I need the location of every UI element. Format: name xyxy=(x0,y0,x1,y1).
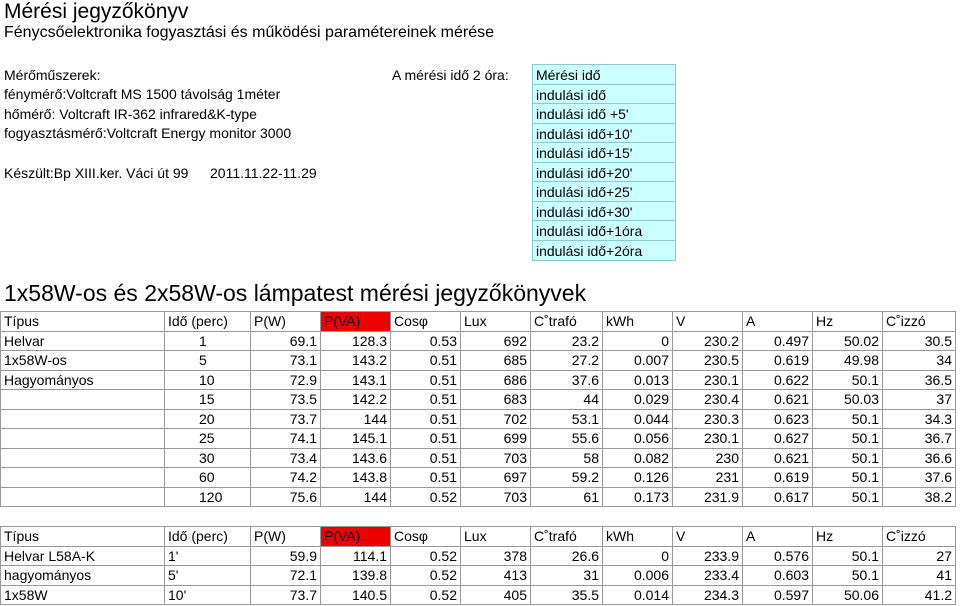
value-cell: 144 xyxy=(321,487,391,507)
value-cell: 0.51 xyxy=(391,409,461,429)
value-cell: 74.1 xyxy=(251,429,321,449)
value-cell: 31 xyxy=(531,566,603,586)
row-label-cell: Helvar L58A-K xyxy=(1,546,165,566)
value-cell: 139.8 xyxy=(321,566,391,586)
value-cell: 72.9 xyxy=(251,370,321,390)
value-cell: 72.1 xyxy=(251,566,321,586)
measurement-time-item: indulási idő xyxy=(533,85,675,105)
value-cell: 59.2 xyxy=(531,468,603,488)
power-meter-info: fogyasztásmérő:Voltcraft Energy monitor 3000 xyxy=(4,125,292,141)
value-cell: 36.7 xyxy=(883,429,956,449)
column-header: V xyxy=(673,527,743,547)
table-header-row xyxy=(1,527,956,547)
value-cell: 0.52 xyxy=(391,566,461,586)
value-cell: 0.617 xyxy=(743,487,813,507)
column-header: A xyxy=(743,527,813,547)
row-label-cell xyxy=(1,429,165,449)
value-cell: 144 xyxy=(321,409,391,429)
value-cell: 233.9 xyxy=(673,546,743,566)
row-label-cell xyxy=(1,448,165,468)
table-row xyxy=(1,448,956,468)
value-cell: 55.6 xyxy=(531,429,603,449)
value-cell: 35.5 xyxy=(531,585,603,605)
value-cell: 75.6 xyxy=(251,487,321,507)
value-cell: 10 xyxy=(165,370,251,390)
value-cell: 0.029 xyxy=(603,390,673,410)
value-cell: 50.02 xyxy=(813,331,883,351)
column-header: A xyxy=(743,312,813,332)
measurement-time-item: indulási idő+30' xyxy=(533,202,675,222)
value-cell: 699 xyxy=(461,429,531,449)
value-cell: 50.1 xyxy=(813,448,883,468)
value-cell: 233.4 xyxy=(673,566,743,586)
value-cell: 230 xyxy=(673,448,743,468)
value-cell: 378 xyxy=(461,546,531,566)
value-cell: 50.1 xyxy=(813,546,883,566)
value-cell: 27.2 xyxy=(531,351,603,371)
value-cell: 0.52 xyxy=(391,585,461,605)
value-cell: 0.621 xyxy=(743,390,813,410)
value-cell: 0.497 xyxy=(743,331,813,351)
value-cell: 5' xyxy=(165,566,251,586)
value-cell: 692 xyxy=(461,331,531,351)
value-cell: 25 xyxy=(165,429,251,449)
value-cell: 0.013 xyxy=(603,370,673,390)
column-header: C˚izzó xyxy=(883,312,956,332)
value-cell: 34 xyxy=(883,351,956,371)
column-header: C˚trafó xyxy=(531,312,603,332)
value-cell: 143.6 xyxy=(321,448,391,468)
value-cell: 703 xyxy=(461,487,531,507)
value-cell: 120 xyxy=(165,487,251,507)
row-label-cell: Hagyományos xyxy=(1,370,165,390)
table-row xyxy=(1,370,956,390)
value-cell: 38.2 xyxy=(883,487,956,507)
table-row xyxy=(1,351,956,371)
value-cell: 30.5 xyxy=(883,331,956,351)
measurement-time-item: indulási idő+1óra xyxy=(533,221,675,241)
duration-label: A mérési idő 2 óra: xyxy=(392,67,509,83)
value-cell: 49.98 xyxy=(813,351,883,371)
value-cell: 230.5 xyxy=(673,351,743,371)
light-meter-info: fénymérő:Voltcraft MS 1500 távolság 1méter xyxy=(4,86,281,102)
row-label-cell xyxy=(1,487,165,507)
value-cell: 0.603 xyxy=(743,566,813,586)
value-cell: 142.2 xyxy=(321,390,391,410)
value-cell: 50.06 xyxy=(813,585,883,605)
value-cell: 0.007 xyxy=(603,351,673,371)
table-row xyxy=(1,429,956,449)
instruments-label: Mérőműszerek: xyxy=(4,67,101,83)
value-cell: 0 xyxy=(603,331,673,351)
value-cell: 27 xyxy=(883,546,956,566)
measurement-time-item: indulási idő+25' xyxy=(533,182,675,202)
column-header: Lux xyxy=(461,312,531,332)
value-cell: 23.2 xyxy=(531,331,603,351)
value-cell: 0.51 xyxy=(391,370,461,390)
value-cell: 0.51 xyxy=(391,468,461,488)
value-cell: 143.8 xyxy=(321,468,391,488)
value-cell: 697 xyxy=(461,468,531,488)
value-cell: 231.9 xyxy=(673,487,743,507)
value-cell: 0.006 xyxy=(603,566,673,586)
value-cell: 0.623 xyxy=(743,409,813,429)
value-cell: 26.6 xyxy=(531,546,603,566)
value-cell: 44 xyxy=(531,390,603,410)
measurement-time-item: indulási idő+20' xyxy=(533,163,675,183)
measurement-time-item: indulási idő+10' xyxy=(533,124,675,144)
value-cell: 73.5 xyxy=(251,390,321,410)
value-cell: 58 xyxy=(531,448,603,468)
value-cell: 686 xyxy=(461,370,531,390)
value-cell: 74.2 xyxy=(251,468,321,488)
measurement-time-item: Mérési idő xyxy=(533,65,675,85)
measurement-table-1 xyxy=(0,311,956,507)
value-cell: 50.1 xyxy=(813,468,883,488)
value-cell: 703 xyxy=(461,448,531,468)
value-cell: 50.03 xyxy=(813,390,883,410)
value-cell: 683 xyxy=(461,390,531,410)
value-cell: 50.1 xyxy=(813,487,883,507)
value-cell: 10' xyxy=(165,585,251,605)
value-cell: 1' xyxy=(165,546,251,566)
value-cell: 41 xyxy=(883,566,956,586)
value-cell: 37 xyxy=(883,390,956,410)
column-header: Hz xyxy=(813,527,883,547)
table-row xyxy=(1,468,956,488)
value-cell: 73.1 xyxy=(251,351,321,371)
value-cell: 30 xyxy=(165,448,251,468)
value-cell: 59.9 xyxy=(251,546,321,566)
value-cell: 73.4 xyxy=(251,448,321,468)
value-cell: 413 xyxy=(461,566,531,586)
table-row xyxy=(1,546,956,566)
value-cell: 50.1 xyxy=(813,409,883,429)
value-cell: 230.1 xyxy=(673,370,743,390)
row-label-cell xyxy=(1,390,165,410)
value-cell: 0.52 xyxy=(391,546,461,566)
value-cell: 143.2 xyxy=(321,351,391,371)
value-cell: 0.056 xyxy=(603,429,673,449)
value-cell: 37.6 xyxy=(531,370,603,390)
table-row xyxy=(1,331,956,351)
column-header: kWh xyxy=(603,527,673,547)
column-header: Cosφ xyxy=(391,527,461,547)
value-cell: 61 xyxy=(531,487,603,507)
value-cell: 0.51 xyxy=(391,351,461,371)
value-cell: 0.173 xyxy=(603,487,673,507)
row-label-cell: hagyományos xyxy=(1,566,165,586)
table-row xyxy=(1,487,956,507)
value-cell: 50.1 xyxy=(813,429,883,449)
row-label-cell: Helvar xyxy=(1,331,165,351)
measurement-times-box xyxy=(532,64,676,261)
value-cell: 41.2 xyxy=(883,585,956,605)
value-cell: 128.3 xyxy=(321,331,391,351)
measurement-time-item: indulási idő +5' xyxy=(533,104,675,124)
column-header: C˚trafó xyxy=(531,527,603,547)
value-cell: 50.1 xyxy=(813,370,883,390)
value-cell: 0.51 xyxy=(391,448,461,468)
column-header: P(VA) xyxy=(321,527,391,547)
value-cell: 34.3 xyxy=(883,409,956,429)
value-cell: 0.597 xyxy=(743,585,813,605)
made-at-info: Készült:Bp XIII.ker. Váci út 99 xyxy=(4,165,189,181)
value-cell: 0.627 xyxy=(743,429,813,449)
value-cell: 15 xyxy=(165,390,251,410)
value-cell: 0.619 xyxy=(743,351,813,371)
value-cell: 0.51 xyxy=(391,429,461,449)
measurement-time-item: indulási idő+2óra xyxy=(533,241,675,261)
value-cell: 0.622 xyxy=(743,370,813,390)
value-cell: 0.52 xyxy=(391,487,461,507)
value-cell: 0 xyxy=(603,546,673,566)
value-cell: 143.1 xyxy=(321,370,391,390)
measurement-table-2 xyxy=(0,526,956,605)
section-title: 1x58W-os és 2x58W-os lámpatest mérési jegyzőkönyvek xyxy=(4,280,587,306)
value-cell: 0.126 xyxy=(603,468,673,488)
page-title: Mérési jegyzőkönyv xyxy=(4,0,189,23)
value-cell: 685 xyxy=(461,351,531,371)
page-subtitle: Fénycsőelektronika fogyasztási és működési paramétereinek mérése xyxy=(4,24,495,41)
value-cell: 20 xyxy=(165,409,251,429)
value-cell: 230.1 xyxy=(673,429,743,449)
column-header: C˚izzó xyxy=(883,527,956,547)
value-cell: 5 xyxy=(165,351,251,371)
column-header: P(W) xyxy=(251,527,321,547)
row-label-cell xyxy=(1,468,165,488)
value-cell: 114.1 xyxy=(321,546,391,566)
value-cell: 230.3 xyxy=(673,409,743,429)
column-header: kWh xyxy=(603,312,673,332)
column-header: P(W) xyxy=(251,312,321,332)
value-cell: 1 xyxy=(165,331,251,351)
value-cell: 234.3 xyxy=(673,585,743,605)
table-row xyxy=(1,585,956,605)
value-cell: 405 xyxy=(461,585,531,605)
measurement-time-item: indulási idő+15' xyxy=(533,143,675,163)
value-cell: 702 xyxy=(461,409,531,429)
value-cell: 0.014 xyxy=(603,585,673,605)
column-header: Idő (perc) xyxy=(165,527,251,547)
value-cell: 36.6 xyxy=(883,448,956,468)
value-cell: 231 xyxy=(673,468,743,488)
value-cell: 145.1 xyxy=(321,429,391,449)
value-cell: 0.53 xyxy=(391,331,461,351)
value-cell: 73.7 xyxy=(251,409,321,429)
row-label-cell: 1x58W-os xyxy=(1,351,165,371)
column-header: Típus xyxy=(1,312,165,332)
table-row xyxy=(1,409,956,429)
table-row xyxy=(1,390,956,410)
column-header: Hz xyxy=(813,312,883,332)
value-cell: 69.1 xyxy=(251,331,321,351)
value-cell: 50.1 xyxy=(813,566,883,586)
value-cell: 230.4 xyxy=(673,390,743,410)
value-cell: 0.044 xyxy=(603,409,673,429)
row-label-cell: 1x58W xyxy=(1,585,165,605)
value-cell: 0.082 xyxy=(603,448,673,468)
column-header: Lux xyxy=(461,527,531,547)
value-cell: 60 xyxy=(165,468,251,488)
date-info: 2011.11.22-11.29 xyxy=(210,165,317,181)
value-cell: 53.1 xyxy=(531,409,603,429)
value-cell: 0.51 xyxy=(391,390,461,410)
thermometer-info: hőmérő: Voltcraft IR-362 infrared&K-type xyxy=(4,106,257,122)
value-cell: 37.6 xyxy=(883,468,956,488)
column-header: Típus xyxy=(1,527,165,547)
value-cell: 0.621 xyxy=(743,448,813,468)
table-row xyxy=(1,566,956,586)
column-header: P(VA) xyxy=(321,312,391,332)
value-cell: 0.576 xyxy=(743,546,813,566)
value-cell: 36.5 xyxy=(883,370,956,390)
value-cell: 230.2 xyxy=(673,331,743,351)
column-header: Cosφ xyxy=(391,312,461,332)
value-cell: 73.7 xyxy=(251,585,321,605)
column-header: V xyxy=(673,312,743,332)
table-header-row xyxy=(1,312,956,332)
row-label-cell xyxy=(1,409,165,429)
value-cell: 140.5 xyxy=(321,585,391,605)
column-header: Idő (perc) xyxy=(165,312,251,332)
value-cell: 0.619 xyxy=(743,468,813,488)
